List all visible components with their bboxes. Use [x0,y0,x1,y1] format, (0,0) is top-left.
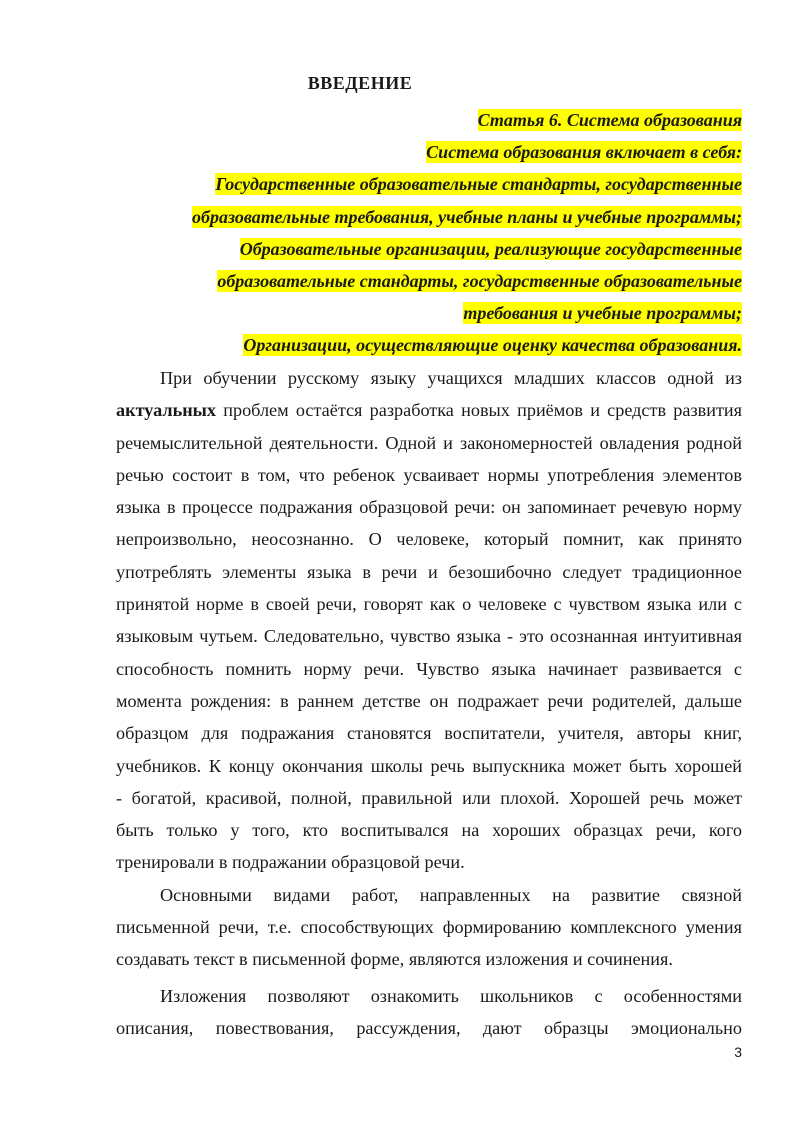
text-line: принятой норме в своей речи, говорят как о человеке с чувством языка или с [116,594,742,615]
text-line: тренировали в подражании образцовой речи. [116,852,465,873]
highlighted-text: требования и учебные программы; [463,303,742,324]
text-line: учебников. К концу окончания школы речь выпускника может быть хорошей [116,755,742,776]
highlighted-line [102,104,742,136]
highlighted-line [102,297,742,329]
text-line: Изложения позволяют ознакомить школьников с особенностями [160,985,742,1006]
highlighted-line [102,201,742,233]
section-heading: ВВЕДЕНИЕ [307,73,413,93]
highlighted-line [102,329,742,361]
highlighted-text: Организации, осуществляющие оценку качества образования. [243,335,742,356]
text-line-rest: проблем остаётся разработка новых приёмов и средств развития [223,400,743,421]
body-text [116,362,742,1044]
highlighted-line [102,136,742,168]
text-line: языковым чутьем. Следовательно, чувство языка - это осознанная интуитивная [116,626,742,647]
highlighted-text: Образовательные организации, реализующие государственные [239,238,742,259]
text-line [116,394,742,426]
text-line: - богатой, красивой, полной, правильной или плохой. Хорошей речь может [116,787,742,808]
highlighted-text: Статья 6. Система образования [477,110,742,130]
text-line: письменной речи, т.е. способствующих формированию комплексного умения [116,917,742,938]
text-line: описания, повествования, рассуждения, дают образцы эмоционально [116,1017,742,1038]
bold-term: актуальных [116,400,216,421]
text-line: Основными видами работ, направленных на развитие связной [160,884,742,905]
text-line: При обучении русскому языку учащихся младших классов одной из [160,368,742,388]
text-line: речью состоит в том, что ребенок усваивает нормы употребления элементов [116,464,742,485]
highlighted-line [102,168,742,200]
text-line: создавать текст в письменной форме, являются изложения и сочинения. [116,949,673,970]
highlighted-line [102,265,742,297]
text-line: языка в процессе подражания образцовой речи: он запоминает речевую норму [116,497,742,518]
highlighted-text: Система образования включает в себя: [426,142,742,163]
text-line: способность помнить норму речи. Чувство языка начинает развивается с [116,658,742,679]
highlighted-text: образовательные стандарты, государственные образовательные [217,270,742,291]
highlighted-line [102,233,742,265]
page-number: 3 [734,1044,742,1060]
text-line: непроизвольно, неосознанно. О человеке, который помнит, как принято [116,529,742,550]
highlighted-text: образовательные требования, учебные планы и учебные программы; [192,206,742,227]
text-line: образцом для подражания становятся воспитатели, учителя, авторы книг, [116,723,742,744]
text-line: быть только у того, кто воспитывался на хороших образцах речи, кого [116,820,742,841]
text-line: употреблять элементы языка в речи и безошибочно следует традиционное [116,561,742,582]
highlighted-quote-block [102,104,742,362]
text-line: момента рождения: в раннем детстве он подражает речи родителей, дальше [116,690,742,711]
highlighted-text: Государственные образовательные стандарты, государственные [215,174,742,195]
text-line: речемыслительной деятельности. Одной и закономерностей овладения родной [116,432,742,453]
